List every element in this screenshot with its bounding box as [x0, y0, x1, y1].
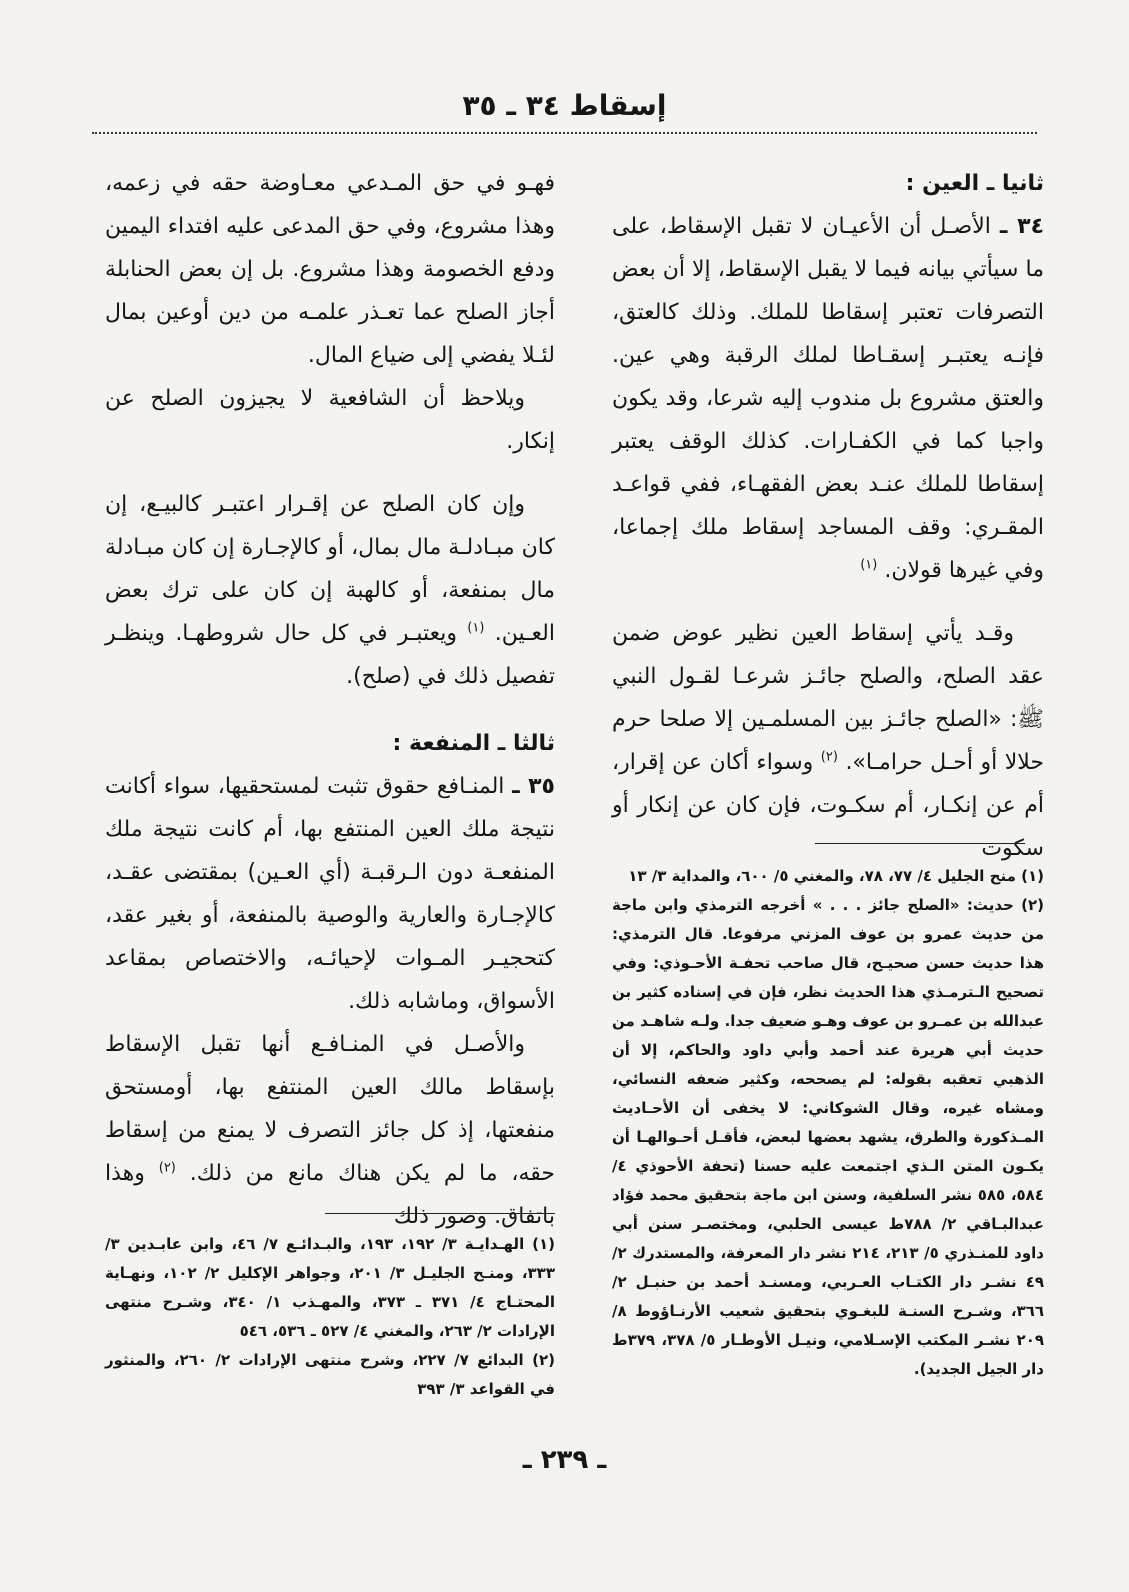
paragraph-iqrar	[105, 483, 555, 698]
footnotes-left	[105, 1230, 555, 1404]
footnote-item	[612, 891, 1044, 1384]
paragraph-number: ٣٥ ـ	[512, 774, 555, 799]
paragraph-35	[105, 765, 555, 1023]
paragraph-text-continued: وهذا باتفاق. وصور ذلك	[105, 1161, 555, 1229]
paragraph-manafi-isqat	[105, 1023, 555, 1238]
footnote-item	[105, 1230, 555, 1346]
paragraph-shafii: ويلاحظ أن الشافعية لا يجيزون الصلح عن إنكار.	[105, 386, 555, 454]
footnote-marker: (١)	[467, 620, 485, 636]
paragraph-text: الأصـل أن الأعيـان لا تقبل الإسقاط، على ما سيأتي بيانه فيما لا يقبل الإسقاط، إلا أن بعض التصرفات تعتبر إسقاطا للملك. وذلك كالعتق، فإنـه يعتبـر إسقـاطا لملك الرقبة وهي عين. والعتق مشروع بل مندوب إليه شرعا، وقد يكون واجبا كما في الكفـارات. كذلك الوقف يعتبر إسقاطا للملك عنـد بعض الفقهـاء، ففي قواعـد المقـري: وقف المساجد إسقاط ملك إجماعا، وفي غيرها قولان.	[612, 214, 1044, 583]
paragraph-text-continued: ويعتبـر في كل حال شروطهـا. وينظـر تفصيل ذلك في (صلح).	[105, 621, 555, 689]
footnote-marker: (٢)	[820, 749, 838, 765]
footnote-rule-left	[325, 1213, 555, 1214]
footnote-text: منح الجليل ٤/ ٧٧، ٧٨، والمغني ٥/ ٦٠٠، والمداية ٣/ ١٣	[628, 867, 1016, 885]
footnote-rule-right	[815, 843, 1025, 844]
page-number: ـ ٢٣٩ ـ	[522, 1445, 607, 1475]
paragraph-text-continued: وسواء أكان عن إقرار، أم عن إنكـار، أم سكـوت، فإن كان عن إنكار أو سكوت	[612, 750, 1044, 861]
paragraph-text: وقـد يأتي إسقاط العين نظير عوض ضمن عقد الصلح، والصلح جائـز شرعـا لقـول النبي ﷺ: «الصلح جائـز بين المسلمـين إلا صلحا حرم حلالا أو أحـل حرامـا».	[612, 621, 1044, 775]
footnote-marker: (٢)	[532, 1351, 555, 1369]
footnote-text: حديث: «الصلح جائز . . . » أخرجه الترمذي وابن ماجة من حديث عمرو بن عوف المزني مرفوعا. قال الترمذي: هذا حديث حسن صحيـح، قال صاحب تحفـة الأحـوذي: وفي تصحيح الـترمـذي هذا الحديث نظر، فإن في إسناده كثير بن عبدالله بن عمـرو بن عوف وهـو ضعيف جدا. ولـه شاهـد من حديث أبي هريرة عند أحمد وأبي داود والحاكم، إلا أن الذهبي تعقبه بقوله: لم يصححه، وكثير ضعفه النسائي، ومشاه غيره، وقال الشوكاني: لا يخفى أن الأحـاديث المـذكورة والطرق، يشهد بعضها لبعض، فأقـل أحـوالهـا أن يكـون المتن الـذي اجتمعت عليه حسنا (تحفة الأحوذي ٤/ ٥٨٤، ٥٨٥ نشر السلفية، وسنن ابن ماجة بتحقيق محمد فؤاد عبدالبـاقي ٢/ ٧٨٨ط عيسى الحلبي، ومختصـر سنن أبي داود للمنـذري ٥/ ٢١٣، ٢١٤ نشر دار المعرفة، والمستدرك ٢/ ٤٩ نشـر دار الكتـاب العـربي، ومسنـد أحمد بن حنبـل ٢/ ٣٦٦، وشـرح السنـة للبغـوي بتحقيق شعيب الأرنـاؤوط ٨/ ٢٠٩ نشـر المكتب الإسـلامي، ونيـل الأوطـار ٥/ ٣٧٨، ٣٧٩ط دار الجيل الجديد).	[612, 896, 1045, 1378]
footnote-text: البدائع ٧/ ٢٢٧، وشرح منتهى الإرادات ٢/ ٢٦٠، والمنثور في القواعد ٣/ ٣٩٣	[105, 1351, 555, 1398]
header-dotted-rule	[92, 132, 1037, 134]
paragraph-continuation: فهـو في حق المـدعي معـاوضة حقه في زعمه، وهذا مشروع، وفي حق المدعى عليه افتداء اليمين ودفع الخصومة وهذا مشروع. بل إن بعض الحنابلة أجاز الصلح عما تعـذر علمـه من دين أوعين بمال لئـلا يفضي إلى ضياع المال.	[105, 171, 555, 368]
left-column	[105, 162, 555, 1238]
section-heading-ain: ثانيا ـ العين :	[905, 171, 1044, 196]
footnote-marker: (١)	[860, 557, 878, 573]
paragraph-text: والأصـل في المنـافـع أنها تقبل الإسقاط بإسقاط مالك العين المنتفع بها، أومستحق منفعتها، إذ كل جائز التصرف لا يمنع من إسقاط حقه، ما لم يكن هناك مانع من ذلك.	[105, 1032, 556, 1186]
footnote-text: الهـدايـة ٣/ ١٩٢، ١٩٣، والبـدائـع ٧/ ٤٦، وابن عابـدين ٣/ ٣٣٣، ومنـح الجليـل ٣/ ٢٠١، وجواهر الإكليل ٢/ ١٠٢، ونهـاية المحتـاج ٤/ ٣٧١ ـ ٣٧٣، والمهـذب ١/ ٣٤٠، وشـرح منتهى الإرادات ٢/ ٢٦٣، والمغني ٤/ ٥٢٧ ـ ٥٣٦، ٥٤٦	[105, 1235, 556, 1340]
paragraph-sulh	[612, 612, 1044, 870]
footnote-marker: (١)	[532, 1235, 556, 1253]
right-column	[612, 162, 1044, 870]
footnotes-right	[612, 862, 1044, 1384]
paragraph-text: وإن كان الصلح عن إقـرار اعتبـر كالبيـع، إن كان مبـادلـة مال بمال، أو كالإجـارة إن كان مبـادلة مال بمنفعة، أو كالهبة إن كان على ترك بعض العـين.	[105, 492, 555, 646]
footnote-marker: (٢)	[158, 1160, 176, 1176]
footnote-item	[105, 1346, 555, 1404]
section-heading-manfaa: ثالثا ـ المنفعة :	[392, 731, 555, 756]
paragraph-number: ٣٤ ـ	[999, 214, 1045, 239]
running-title: إسقاط ٣٤ ـ ٣٥	[462, 89, 667, 122]
paragraph-34	[612, 205, 1044, 592]
footnote-item	[612, 862, 1044, 891]
paragraph-text: المنـافع حقوق تثبت لمستحقيها، سواء أكانت نتيجة ملك العين المنتفع بها، أم كانت نتيجة ملك المنفعـة دون الـرقبـة (أي العـين) بمقتضى عقـد، كالإجـارة والعارية والوصية بالمنفعة، أو بغير عقد، كتحجيـر المـوات لإحيائـه، والاختصاص بمقاعد الأسواق، وماشابه ذلك.	[105, 774, 555, 1014]
footnote-marker: (١)	[1021, 867, 1044, 885]
footnote-marker: (٢)	[1021, 896, 1044, 914]
